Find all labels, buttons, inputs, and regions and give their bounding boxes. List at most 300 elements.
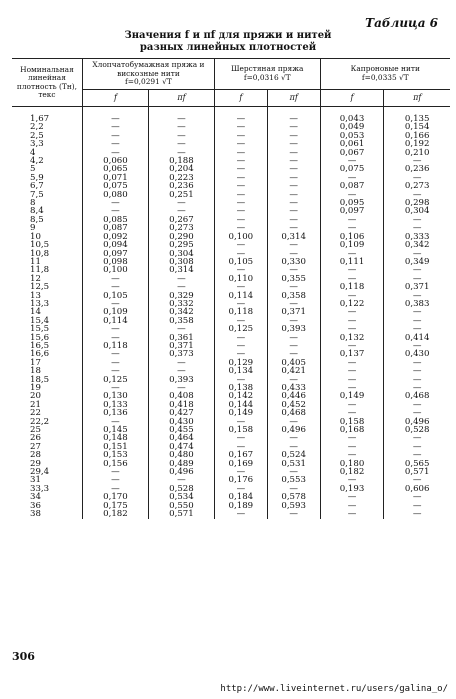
cell-cotton-pif: 0,358 <box>148 317 214 325</box>
cell-cotton-pif: 0,464 <box>148 434 214 442</box>
cell-density: 31 <box>30 475 41 486</box>
cell-wool-f: 0,105 <box>214 258 267 266</box>
cell-cotton-f: 0,094 <box>82 241 148 249</box>
cell-capron-f: — <box>320 409 384 417</box>
cell-wool-pif: 0,330 <box>267 258 320 266</box>
cell-capron-pif: — <box>384 493 450 501</box>
cell-capron-pif: — <box>384 191 450 199</box>
cell-capron-f: — <box>320 342 384 350</box>
cell-cotton-pif: — <box>148 359 214 367</box>
cell-wool-f: — <box>214 300 267 308</box>
cell-capron-pif: 0,606 <box>384 485 450 493</box>
cell-cotton-f: — <box>82 384 148 392</box>
cell-wool-f: 0,114 <box>214 292 267 300</box>
cell-capron-pif: — <box>384 250 450 258</box>
cell-capron-pif: — <box>384 174 450 182</box>
cell-cotton-f: 0,087 <box>82 224 148 232</box>
cell-cotton-f: — <box>82 199 148 207</box>
cell-capron-f: — <box>320 266 384 274</box>
header-capron <box>320 59 450 90</box>
cell-capron-pif: — <box>384 443 450 451</box>
cell-cotton-f: 0,105 <box>82 292 148 300</box>
cell-wool-pif: — <box>267 140 320 148</box>
cell-density: 18,5 <box>30 374 50 385</box>
cell-density: 10 <box>30 231 41 242</box>
cell-capron-f: — <box>320 157 384 165</box>
cell-cotton-pif: 0,496 <box>148 468 214 476</box>
table-row <box>12 132 450 140</box>
cell-cotton-pif: 0,427 <box>148 409 214 417</box>
cell-capron-pif: — <box>384 384 450 392</box>
cell-capron-pif: 0,468 <box>384 392 450 400</box>
cell-cotton-f: — <box>82 123 148 131</box>
cell-wool-pif: — <box>267 157 320 165</box>
cell-wool-pif: 0,531 <box>267 460 320 468</box>
cell-wool-pif: — <box>267 149 320 157</box>
cell-capron-pif: 0,273 <box>384 182 450 190</box>
cell-wool-f: — <box>214 350 267 358</box>
cell-wool-f: — <box>214 157 267 165</box>
cell-cotton-f: — <box>82 140 148 148</box>
cell-density: 38 <box>30 509 41 520</box>
cell-wool-f: 0,138 <box>214 384 267 392</box>
cell-capron-f: 0,118 <box>320 283 384 291</box>
cell-cotton-f: — <box>82 418 148 426</box>
cell-capron-f: — <box>320 308 384 316</box>
header-linear-density: Номинальная линейная плотность (Тн), текс <box>12 59 82 107</box>
cell-cotton-f: 0,145 <box>82 426 148 434</box>
header-cotton-formula: f=0,0291 √T <box>125 77 172 86</box>
cell-cotton-pif: — <box>148 132 214 140</box>
cell-capron-f: 0,137 <box>320 350 384 358</box>
cell-density: 14 <box>30 307 41 318</box>
cell-wool-f: — <box>214 191 267 199</box>
cell-cotton-f: — <box>82 300 148 308</box>
table-row <box>12 241 450 249</box>
cell-capron-f: — <box>320 359 384 367</box>
cell-wool-pif: 0,433 <box>267 384 320 392</box>
cell-cotton-f: 0,148 <box>82 434 148 442</box>
cell-wool-pif: 0,452 <box>267 401 320 409</box>
cell-density: 15,6 <box>30 332 50 343</box>
cell-capron-f: 0,087 <box>320 182 384 190</box>
cell-cotton-f: 0,133 <box>82 401 148 409</box>
cell-density: 10,8 <box>30 248 50 259</box>
cell-density: 33,3 <box>30 483 50 494</box>
cell-capron-pif: — <box>384 476 450 484</box>
cell-wool-f: 0,129 <box>214 359 267 367</box>
cell-wool-pif: — <box>267 182 320 190</box>
title-line-2: разных линейных плотностей <box>139 42 317 53</box>
cell-capron-pif: 0,342 <box>384 241 450 249</box>
cell-capron-f: 0,149 <box>320 392 384 400</box>
cell-capron-f: 0,158 <box>320 418 384 426</box>
cell-wool-f: — <box>214 250 267 258</box>
cell-capron-pif: — <box>384 308 450 316</box>
cell-capron-f: — <box>320 367 384 375</box>
cell-cotton-f: — <box>82 359 148 367</box>
cell-wool-f: — <box>214 241 267 249</box>
cell-wool-f: 0,169 <box>214 460 267 468</box>
cell-capron-f: — <box>320 317 384 325</box>
cell-wool-pif: — <box>267 174 320 182</box>
cell-wool-f: — <box>214 224 267 232</box>
cell-capron-f: — <box>320 451 384 459</box>
values-table <box>12 58 450 519</box>
cell-cotton-f: 0,118 <box>82 342 148 350</box>
cell-capron-pif: 0,154 <box>384 123 450 131</box>
cell-cotton-pif: — <box>148 325 214 333</box>
cell-wool-pif: 0,421 <box>267 367 320 375</box>
page-number: 306 <box>12 650 35 663</box>
table-row <box>12 325 450 333</box>
table-row <box>12 342 450 350</box>
cell-cotton-f: 0,075 <box>82 182 148 190</box>
table-row <box>12 367 450 375</box>
cell-capron-pif: — <box>384 359 450 367</box>
cell-density: 6,7 <box>30 181 44 192</box>
cell-capron-f: 0,075 <box>320 165 384 173</box>
cell-cotton-pif: 0,342 <box>148 308 214 316</box>
cell-capron-pif: 0,192 <box>384 140 450 148</box>
cell-cotton-pif: 0,474 <box>148 443 214 451</box>
cell-wool-f: — <box>214 485 267 493</box>
cell-density: 1,67 <box>30 114 50 124</box>
cell-density: 34 <box>30 492 41 503</box>
cell-capron-pif: 0,528 <box>384 426 450 434</box>
cell-wool-f: 0,100 <box>214 233 267 241</box>
cell-wool-f: — <box>214 342 267 350</box>
cell-density: 3,3 <box>30 139 44 150</box>
cell-cotton-f: — <box>82 468 148 476</box>
table-row <box>12 199 450 207</box>
cell-wool-f: — <box>214 418 267 426</box>
cell-wool-pif: 0,355 <box>267 275 320 283</box>
table-row <box>12 233 450 241</box>
cell-density: 12 <box>30 273 41 284</box>
cell-capron-pif: — <box>384 317 450 325</box>
cell-capron-pif: 0,210 <box>384 149 450 157</box>
cell-wool-pif: 0,358 <box>267 292 320 300</box>
cell-wool-pif: — <box>267 123 320 131</box>
cell-wool-pif: — <box>267 350 320 358</box>
cell-cotton-f: — <box>82 149 148 157</box>
cell-cotton-pif: 0,290 <box>148 233 214 241</box>
watermark-url: http://www.liveinternet.ru/users/galina_o/ <box>220 684 448 694</box>
cell-cotton-pif: 0,361 <box>148 334 214 342</box>
cell-density: 9 <box>30 223 36 234</box>
cell-wool-f: 0,144 <box>214 401 267 409</box>
cell-cotton-pif: — <box>148 140 214 148</box>
cell-cotton-pif: 0,418 <box>148 401 214 409</box>
cell-density: 13 <box>30 290 41 301</box>
header-wool-formula: f=0,0316 √T <box>243 72 291 82</box>
cell-wool-pif: 0,371 <box>267 308 320 316</box>
cell-capron-f: 0,095 <box>320 199 384 207</box>
table-row <box>12 426 450 434</box>
cell-wool-pif: — <box>267 241 320 249</box>
cell-wool-pif: 0,393 <box>267 325 320 333</box>
cell-wool-f: — <box>214 434 267 442</box>
table-body <box>12 107 450 519</box>
cell-wool-pif: — <box>267 165 320 173</box>
cell-wool-pif: 0,314 <box>267 233 320 241</box>
cell-capron-pif: — <box>384 275 450 283</box>
cell-wool-pif: — <box>267 434 320 442</box>
cell-wool-f: — <box>214 443 267 451</box>
cell-density: 8 <box>30 198 36 209</box>
title-line-1: Значения f и πf для пряжи и нитей <box>124 30 332 41</box>
cell-capron-f: — <box>320 250 384 258</box>
cell-cotton-pif: 0,188 <box>148 157 214 165</box>
cell-cotton-f: — <box>82 275 148 283</box>
table-row <box>12 165 450 173</box>
cell-cotton-pif: 0,373 <box>148 350 214 358</box>
cell-density: 5 <box>30 164 36 175</box>
cell-density: 25 <box>30 425 41 436</box>
table-row <box>12 157 450 165</box>
cell-capron-f: 0,061 <box>320 140 384 148</box>
cell-capron-f: 0,111 <box>320 258 384 266</box>
cell-capron-f: — <box>320 502 384 510</box>
cell-wool-f: 0,158 <box>214 426 267 434</box>
cell-cotton-pif: — <box>148 367 214 375</box>
cell-cotton-pif: 0,489 <box>148 460 214 468</box>
cell-capron-pif: 0,333 <box>384 233 450 241</box>
cell-cotton-f: 0,100 <box>82 266 148 274</box>
cell-capron-f: 0,067 <box>320 149 384 157</box>
cell-cotton-pif: 0,329 <box>148 292 214 300</box>
cell-capron-pif: 0,496 <box>384 418 450 426</box>
cell-cotton-pif: 0,295 <box>148 241 214 249</box>
cell-density: 36 <box>30 500 41 511</box>
cell-cotton-f: 0,182 <box>82 510 148 518</box>
cell-capron-pif: 0,565 <box>384 460 450 468</box>
cell-wool-f: — <box>214 199 267 207</box>
cell-wool-f: 0,167 <box>214 451 267 459</box>
cell-capron-f: — <box>320 224 384 232</box>
cell-cotton-pif: 0,308 <box>148 258 214 266</box>
table-row <box>12 191 450 199</box>
cell-wool-pif: — <box>267 132 320 140</box>
cell-capron-pif: — <box>384 292 450 300</box>
cell-density: 18 <box>30 366 41 377</box>
cell-wool-f: — <box>214 334 267 342</box>
cell-wool-f: — <box>214 174 267 182</box>
table-row <box>12 216 450 224</box>
cell-capron-f: 0,193 <box>320 485 384 493</box>
cell-density: 4 <box>30 147 36 158</box>
cell-capron-pif: — <box>384 502 450 510</box>
cell-density: 28 <box>30 450 41 461</box>
cell-cotton-pif: 0,408 <box>148 392 214 400</box>
table-row <box>12 308 450 316</box>
cell-capron-f: 0,182 <box>320 468 384 476</box>
cell-wool-pif: — <box>267 418 320 426</box>
header-capron-f: f <box>320 89 384 107</box>
cell-capron-f: — <box>320 174 384 182</box>
table-title <box>0 30 456 54</box>
cell-density: 7,5 <box>30 189 44 200</box>
cell-wool-pif: — <box>267 317 320 325</box>
cell-density: 8,4 <box>30 206 44 217</box>
table-row <box>12 334 450 342</box>
cell-cotton-f: 0,125 <box>82 376 148 384</box>
cell-capron-f: — <box>320 376 384 384</box>
cell-wool-f: — <box>214 207 267 215</box>
cell-wool-f: — <box>214 132 267 140</box>
header-capron-label: Капроновые нити <box>350 64 420 74</box>
cell-wool-pif: — <box>267 342 320 350</box>
cell-wool-pif: — <box>267 107 320 124</box>
table-row <box>12 510 450 518</box>
cell-wool-f: — <box>214 266 267 274</box>
cell-capron-pif: 0,383 <box>384 300 450 308</box>
cell-cotton-f: 0,170 <box>82 493 148 501</box>
cell-capron-f: — <box>320 510 384 518</box>
cell-cotton-pif: — <box>148 149 214 157</box>
cell-capron-pif: — <box>384 376 450 384</box>
cell-density: 29 <box>30 458 41 469</box>
cell-capron-pif: 0,304 <box>384 207 450 215</box>
table-row <box>12 409 450 417</box>
cell-cotton-f: — <box>82 367 148 375</box>
cell-wool-f: — <box>214 123 267 131</box>
cell-wool-pif: — <box>267 468 320 476</box>
cell-capron-f: 0,132 <box>320 334 384 342</box>
cell-capron-f: — <box>320 401 384 409</box>
cell-capron-f: 0,180 <box>320 460 384 468</box>
cell-wool-f: 0,134 <box>214 367 267 375</box>
table-row <box>12 107 450 124</box>
cell-cotton-f: 0,071 <box>82 174 148 182</box>
cell-capron-f: 0,122 <box>320 300 384 308</box>
cell-wool-pif: 0,446 <box>267 392 320 400</box>
cell-capron-f: 0,049 <box>320 123 384 131</box>
cell-wool-f: — <box>214 317 267 325</box>
cell-capron-f: 0,053 <box>320 132 384 140</box>
cell-wool-pif: — <box>267 300 320 308</box>
cell-capron-f: — <box>320 493 384 501</box>
table-row <box>12 275 450 283</box>
cell-wool-f: 0,184 <box>214 493 267 501</box>
header-wool-pif: πf <box>267 89 320 107</box>
cell-wool-pif: — <box>267 443 320 451</box>
cell-capron-f: 0,097 <box>320 207 384 215</box>
cell-cotton-f: — <box>82 207 148 215</box>
table-row <box>12 292 450 300</box>
cell-wool-f: — <box>214 165 267 173</box>
cell-capron-pif: 0,236 <box>384 165 450 173</box>
table-row <box>12 123 450 131</box>
cell-wool-f: — <box>214 140 267 148</box>
cell-cotton-pif: 0,251 <box>148 191 214 199</box>
cell-density: 22,2 <box>30 416 50 427</box>
cell-wool-f: 0,125 <box>214 325 267 333</box>
cell-capron-pif: — <box>384 434 450 442</box>
cell-capron-pif: — <box>384 401 450 409</box>
cell-capron-pif: 0,571 <box>384 468 450 476</box>
cell-density: 27 <box>30 441 41 452</box>
header-cotton-f: f <box>82 89 148 107</box>
cell-wool-pif: — <box>267 191 320 199</box>
cell-capron-f: — <box>320 443 384 451</box>
cell-density: 4,2 <box>30 156 44 167</box>
cell-cotton-pif: — <box>148 275 214 283</box>
table-number: Таблица 6 <box>365 16 438 30</box>
cell-capron-f: — <box>320 275 384 283</box>
cell-cotton-f: — <box>82 132 148 140</box>
cell-wool-f: — <box>214 182 267 190</box>
cell-capron-pif: 0,349 <box>384 258 450 266</box>
cell-capron-pif: 0,135 <box>384 107 450 124</box>
cell-capron-f: 0,043 <box>320 107 384 124</box>
cell-density: 13,3 <box>30 298 50 309</box>
cell-wool-pif: — <box>267 199 320 207</box>
cell-cotton-f: 0,151 <box>82 443 148 451</box>
cell-capron-pif: 0,166 <box>384 132 450 140</box>
cell-density: 5,9 <box>30 172 44 183</box>
cell-cotton-f: 0,109 <box>82 308 148 316</box>
cell-wool-f: 0,118 <box>214 308 267 316</box>
cell-cotton-f: 0,136 <box>82 409 148 417</box>
cell-capron-pif: — <box>384 266 450 274</box>
cell-cotton-f: 0,098 <box>82 258 148 266</box>
cell-capron-pif: — <box>384 216 450 224</box>
cell-wool-pif: 0,468 <box>267 409 320 417</box>
cell-cotton-f: 0,080 <box>82 191 148 199</box>
cell-cotton-pif: 0,430 <box>148 418 214 426</box>
cell-capron-pif: — <box>384 325 450 333</box>
cell-capron-f: — <box>320 292 384 300</box>
cell-capron-f: — <box>320 476 384 484</box>
cell-wool-pif: — <box>267 224 320 232</box>
cell-cotton-pif: — <box>148 199 214 207</box>
cell-wool-f: 0,149 <box>214 409 267 417</box>
cell-wool-f: — <box>214 216 267 224</box>
cell-cotton-pif: 0,223 <box>148 174 214 182</box>
cell-capron-pif: 0,430 <box>384 350 450 358</box>
header-wool-f: f <box>214 89 267 107</box>
cell-cotton-pif: 0,393 <box>148 376 214 384</box>
cell-density: 16,5 <box>30 340 50 351</box>
cell-density: 19 <box>30 383 41 393</box>
cell-density: 11,8 <box>30 265 50 276</box>
cell-cotton-pif: — <box>148 384 214 392</box>
cell-cotton-f: — <box>82 334 148 342</box>
cell-density: 16,6 <box>30 349 50 360</box>
cell-wool-f: — <box>214 468 267 476</box>
cell-cotton-f: 0,085 <box>82 216 148 224</box>
cell-density: 8,5 <box>30 214 44 225</box>
cell-wool-pif: — <box>267 266 320 274</box>
cell-cotton-f: 0,175 <box>82 502 148 510</box>
cell-density: 26 <box>30 433 41 444</box>
cell-density: 11 <box>30 256 41 267</box>
cell-capron-f: — <box>320 384 384 392</box>
header-capron-formula: f=0,0335 √T <box>361 72 409 82</box>
cell-wool-pif: — <box>267 334 320 342</box>
cell-capron-f: 0,168 <box>320 426 384 434</box>
cell-wool-pif: — <box>267 485 320 493</box>
cell-capron-pif: — <box>384 224 450 232</box>
cell-cotton-pif: 0,455 <box>148 426 214 434</box>
header-cotton-pif: πf <box>148 89 214 107</box>
cell-cotton-pif: 0,571 <box>148 510 214 518</box>
cell-cotton-f: 0,153 <box>82 451 148 459</box>
cell-capron-pif: — <box>384 510 450 518</box>
cell-density: 20 <box>30 391 41 402</box>
